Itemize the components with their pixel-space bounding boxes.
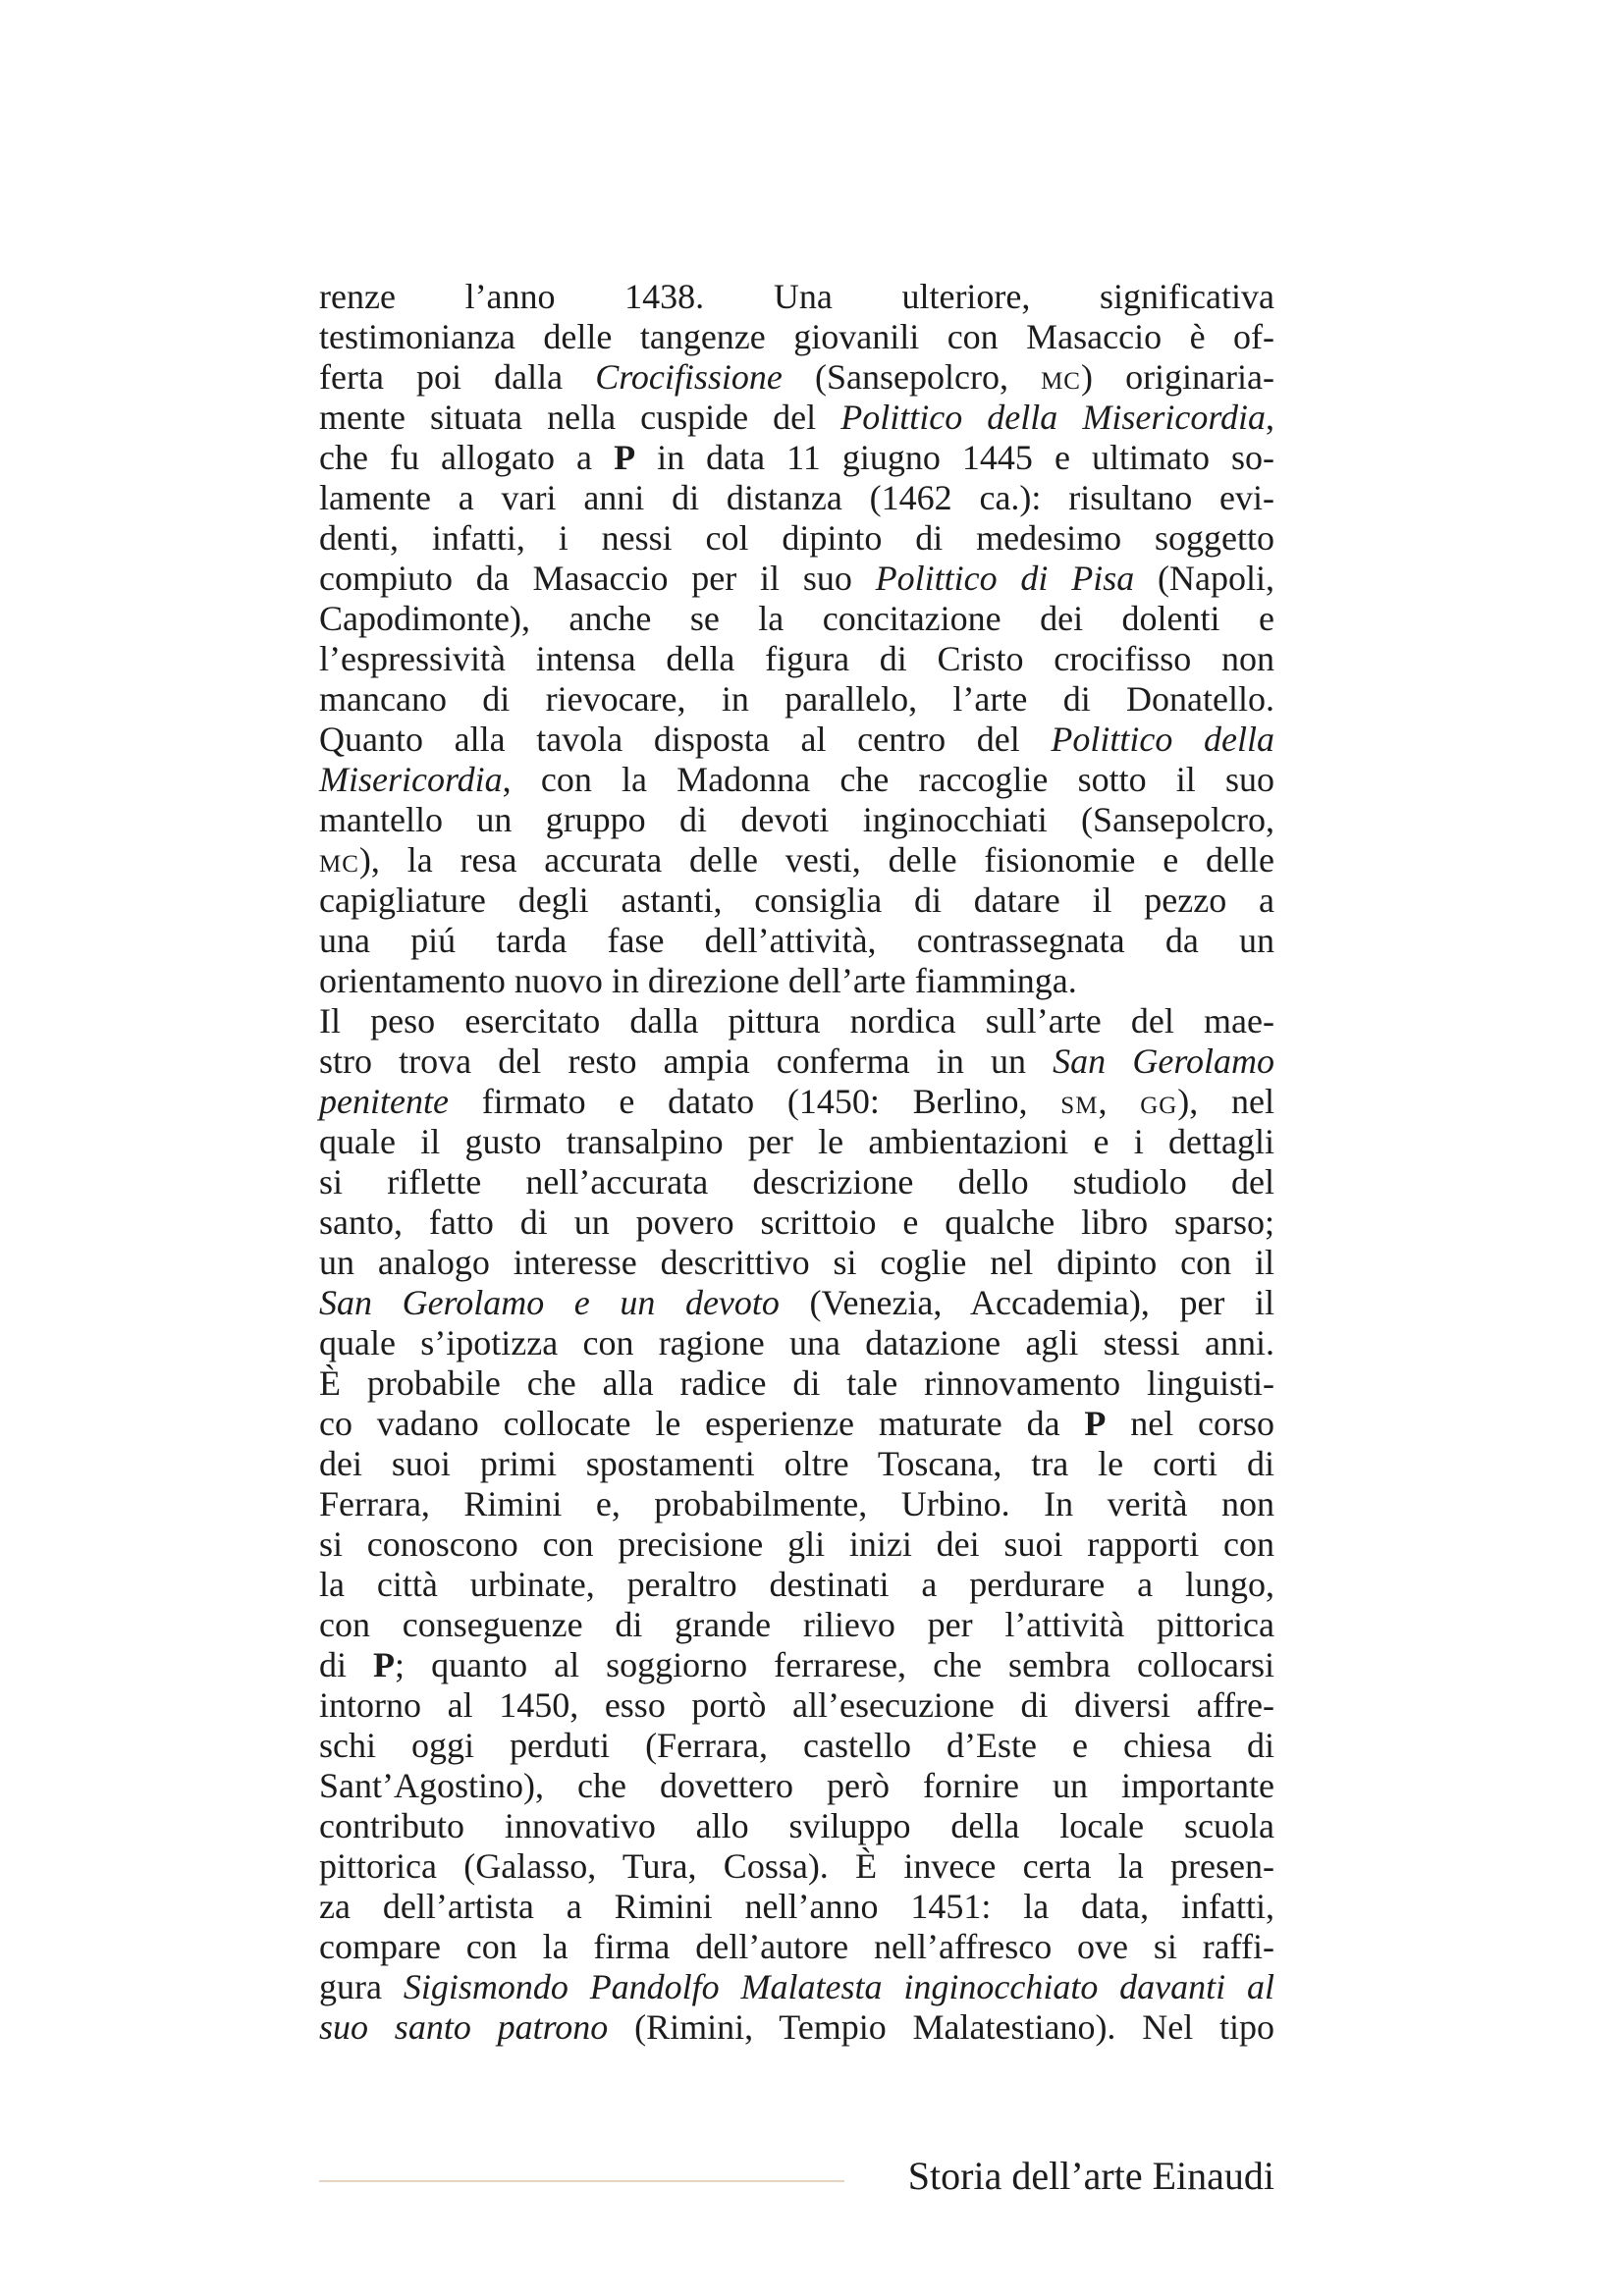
italic-text: San Gerolamo e un devoto [319,1283,780,1322]
text-line [319,1404,1274,1444]
italic-text: Crocifissione [595,357,783,397]
text-line [319,1363,1274,1404]
text-segment: (Sansepolcro, [782,357,1042,397]
text-segment: Ferrara, Rimini e, probabilmente, Urbino. In verità non [319,1484,1274,1523]
italic-text: San Gerolamo [1053,1041,1274,1081]
text-segment: compare con la firma dell’autore nell’affresco ove si raffi- [319,1927,1274,1966]
italic-text: suo santo patrono [319,2007,609,2047]
text-line [319,1444,1274,1484]
text-line [319,277,1274,317]
text-segment: l’espressività intensa della figura di Cristo crocifisso non [319,639,1274,678]
text-segment: ), la resa accurata delle vesti, delle fisionomie e delle [358,840,1274,880]
bold-text: P [1084,1404,1107,1443]
text-line [319,1565,1274,1605]
text-segment: contributo innovativo allo sviluppo della locale scuola [319,1806,1274,1845]
text-segment: renze l’anno 1438. Una ulteriore, significativa [319,277,1274,316]
italic-text: Polittico della [1051,720,1275,759]
text-segment: gura [319,1967,404,2006]
text-segment: si conoscono con precisione gli inizi dei suoi rapporti con [319,1524,1274,1564]
text-line [319,1846,1274,1887]
text-line [319,2007,1274,2048]
text-segment: intorno al 1450, esso portò all’esecuzione di diversi affre- [319,1685,1274,1725]
footer-rule [319,2180,844,2182]
text-line [319,1162,1274,1202]
text-line [319,599,1274,639]
text-line [319,1122,1274,1162]
text-line [319,317,1274,357]
text-segment: una piú tarda fase dell’attività, contrassegnata da un [319,921,1274,960]
italic-text: penitente [319,1082,449,1121]
text-line [319,1685,1274,1726]
text-segment: Il peso esercitato dalla pittura nordica sull’arte del mae- [319,1001,1274,1041]
italic-text: Polittico di Pisa [875,559,1135,598]
text-segment: mantello un gruppo di devoti inginocchiati (Sansepolcro, [319,800,1274,839]
italic-text: Polittico della Misericordia [840,398,1266,437]
text-segment: ; quanto al soggiorno ferrarese, che sembra collocarsi [395,1645,1274,1684]
text-segment: schi oggi perduti (Ferrara, castello d’Este e chiesa di [319,1726,1274,1765]
text-segment: (Napoli, [1134,559,1274,598]
body-text [319,277,1274,2048]
text-line [319,720,1274,760]
text-line [319,1605,1274,1645]
text-segment: Capodimonte), anche se la concitazione dei dolenti e [319,599,1274,638]
text-segment: che fu allogato a [319,438,615,477]
text-segment: lamente a vari anni di distanza (1462 ca.): risultano evi- [319,478,1274,517]
text-segment: la città urbinate, peraltro destinati a perdurare a lungo, [319,1565,1274,1604]
footer-title: Storia dell’arte Einaudi [907,2154,1274,2198]
text-segment: Sant’Agostino), che dovettero però fornire un importante [319,1766,1274,1805]
text-line [319,1887,1274,1927]
text-segment: dei suoi primi spostamenti oltre Toscana, tra le corti di [319,1444,1274,1483]
small-caps-text: gg [1140,1082,1178,1121]
text-segment: nel corso [1106,1404,1274,1443]
text-line [319,679,1274,720]
text-line [319,1041,1274,1082]
text-segment: compiuto da Masaccio per il suo [319,559,876,598]
text-segment: denti, infatti, i nessi col dipinto di medesimo soggetto [319,518,1274,558]
text-line [319,800,1274,840]
text-line [319,1806,1274,1846]
text-line [319,760,1274,800]
text-line [319,1766,1274,1806]
text-line [319,881,1274,921]
text-line [319,559,1274,599]
text-segment: co vadano collocate le esperienze maturate da [319,1404,1085,1443]
text-segment: testimonianza delle tangenze giovanili con Masaccio è of- [319,317,1274,356]
text-segment: santo, fatto di un povero scrittoio e qualche libro sparso; [319,1202,1274,1242]
text-segment: si riflette nell’accurata descrizione dello studiolo del [319,1162,1274,1201]
text-line [319,1001,1274,1041]
text-segment: in data 11 giugno 1445 e ultimato so- [635,438,1274,477]
text-segment: orientamento nuovo in direzione dell’arte fiamminga. [319,961,1077,1000]
text-line [319,1202,1274,1243]
text-line [319,1283,1274,1323]
text-line [319,639,1274,679]
text-line [319,1484,1274,1524]
text-line [319,1927,1274,1967]
text-segment: Quanto alla tavola disposta al centro del [319,720,1052,759]
text-line [319,1524,1274,1565]
text-segment: con conseguenze di grande rilievo per l’attività pittorica [319,1605,1274,1644]
italic-text: Misericordia [319,760,503,799]
text-line [319,357,1274,398]
text-line [319,921,1274,961]
text-line [319,1967,1274,2007]
text-segment: È probabile che alla radice di tale rinnovamento linguisti- [319,1363,1274,1403]
text-line [319,1082,1274,1122]
text-segment: , [1098,1082,1141,1121]
text-line [319,398,1274,438]
text-line [319,1243,1274,1283]
italic-text: Sigismondo Pandolfo Malatesta inginocchiato davanti al [403,1967,1275,2006]
text-segment: mente situata nella cuspide del [319,398,841,437]
bold-text: P [614,438,636,477]
text-segment: (Venezia, Accademia), per il [779,1283,1274,1322]
text-line [319,438,1274,478]
small-caps-text: mc [319,840,359,880]
small-caps-text: mc [1041,357,1081,397]
text-segment: , [1266,398,1274,437]
text-segment: mancano di rievocare, in parallelo, l’arte di Donatello. [319,679,1274,719]
text-segment: ) originaria- [1080,357,1274,397]
text-segment: quale s’ipotizza con ragione una datazione agli stessi anni. [319,1323,1274,1362]
text-segment: firmato e datato (1450: Berlino, [448,1082,1061,1121]
text-line [319,840,1274,881]
text-segment: di [319,1645,374,1684]
text-line [319,961,1274,1001]
text-segment: ferta poi dalla [319,357,596,397]
text-segment: za dell’artista a Rimini nell’anno 1451: la data, infatti, [319,1887,1274,1926]
text-segment: capigliature degli astanti, consiglia di datare il pezzo a [319,881,1274,920]
text-line [319,1726,1274,1766]
text-line [319,1323,1274,1363]
text-line [319,478,1274,518]
text-segment: pittorica (Galasso, Tura, Cossa). È invece certa la presen- [319,1846,1274,1886]
text-segment: stro trova del resto ampia conferma in un [319,1041,1054,1081]
text-line [319,518,1274,559]
text-segment: quale il gusto transalpino per le ambientazioni e i dettagli [319,1122,1274,1161]
text-segment: ), nel [1177,1082,1275,1121]
bold-text: P [373,1645,396,1684]
text-line [319,1645,1274,1685]
text-segment: (Rimini, Tempio Malatestiano). Nel tipo [608,2007,1274,2047]
text-segment: un analogo interesse descrittivo si coglie nel dipinto con il [319,1243,1274,1282]
text-segment: , con la Madonna che raccoglie sotto il suo [502,760,1274,799]
small-caps-text: sm [1060,1082,1099,1121]
